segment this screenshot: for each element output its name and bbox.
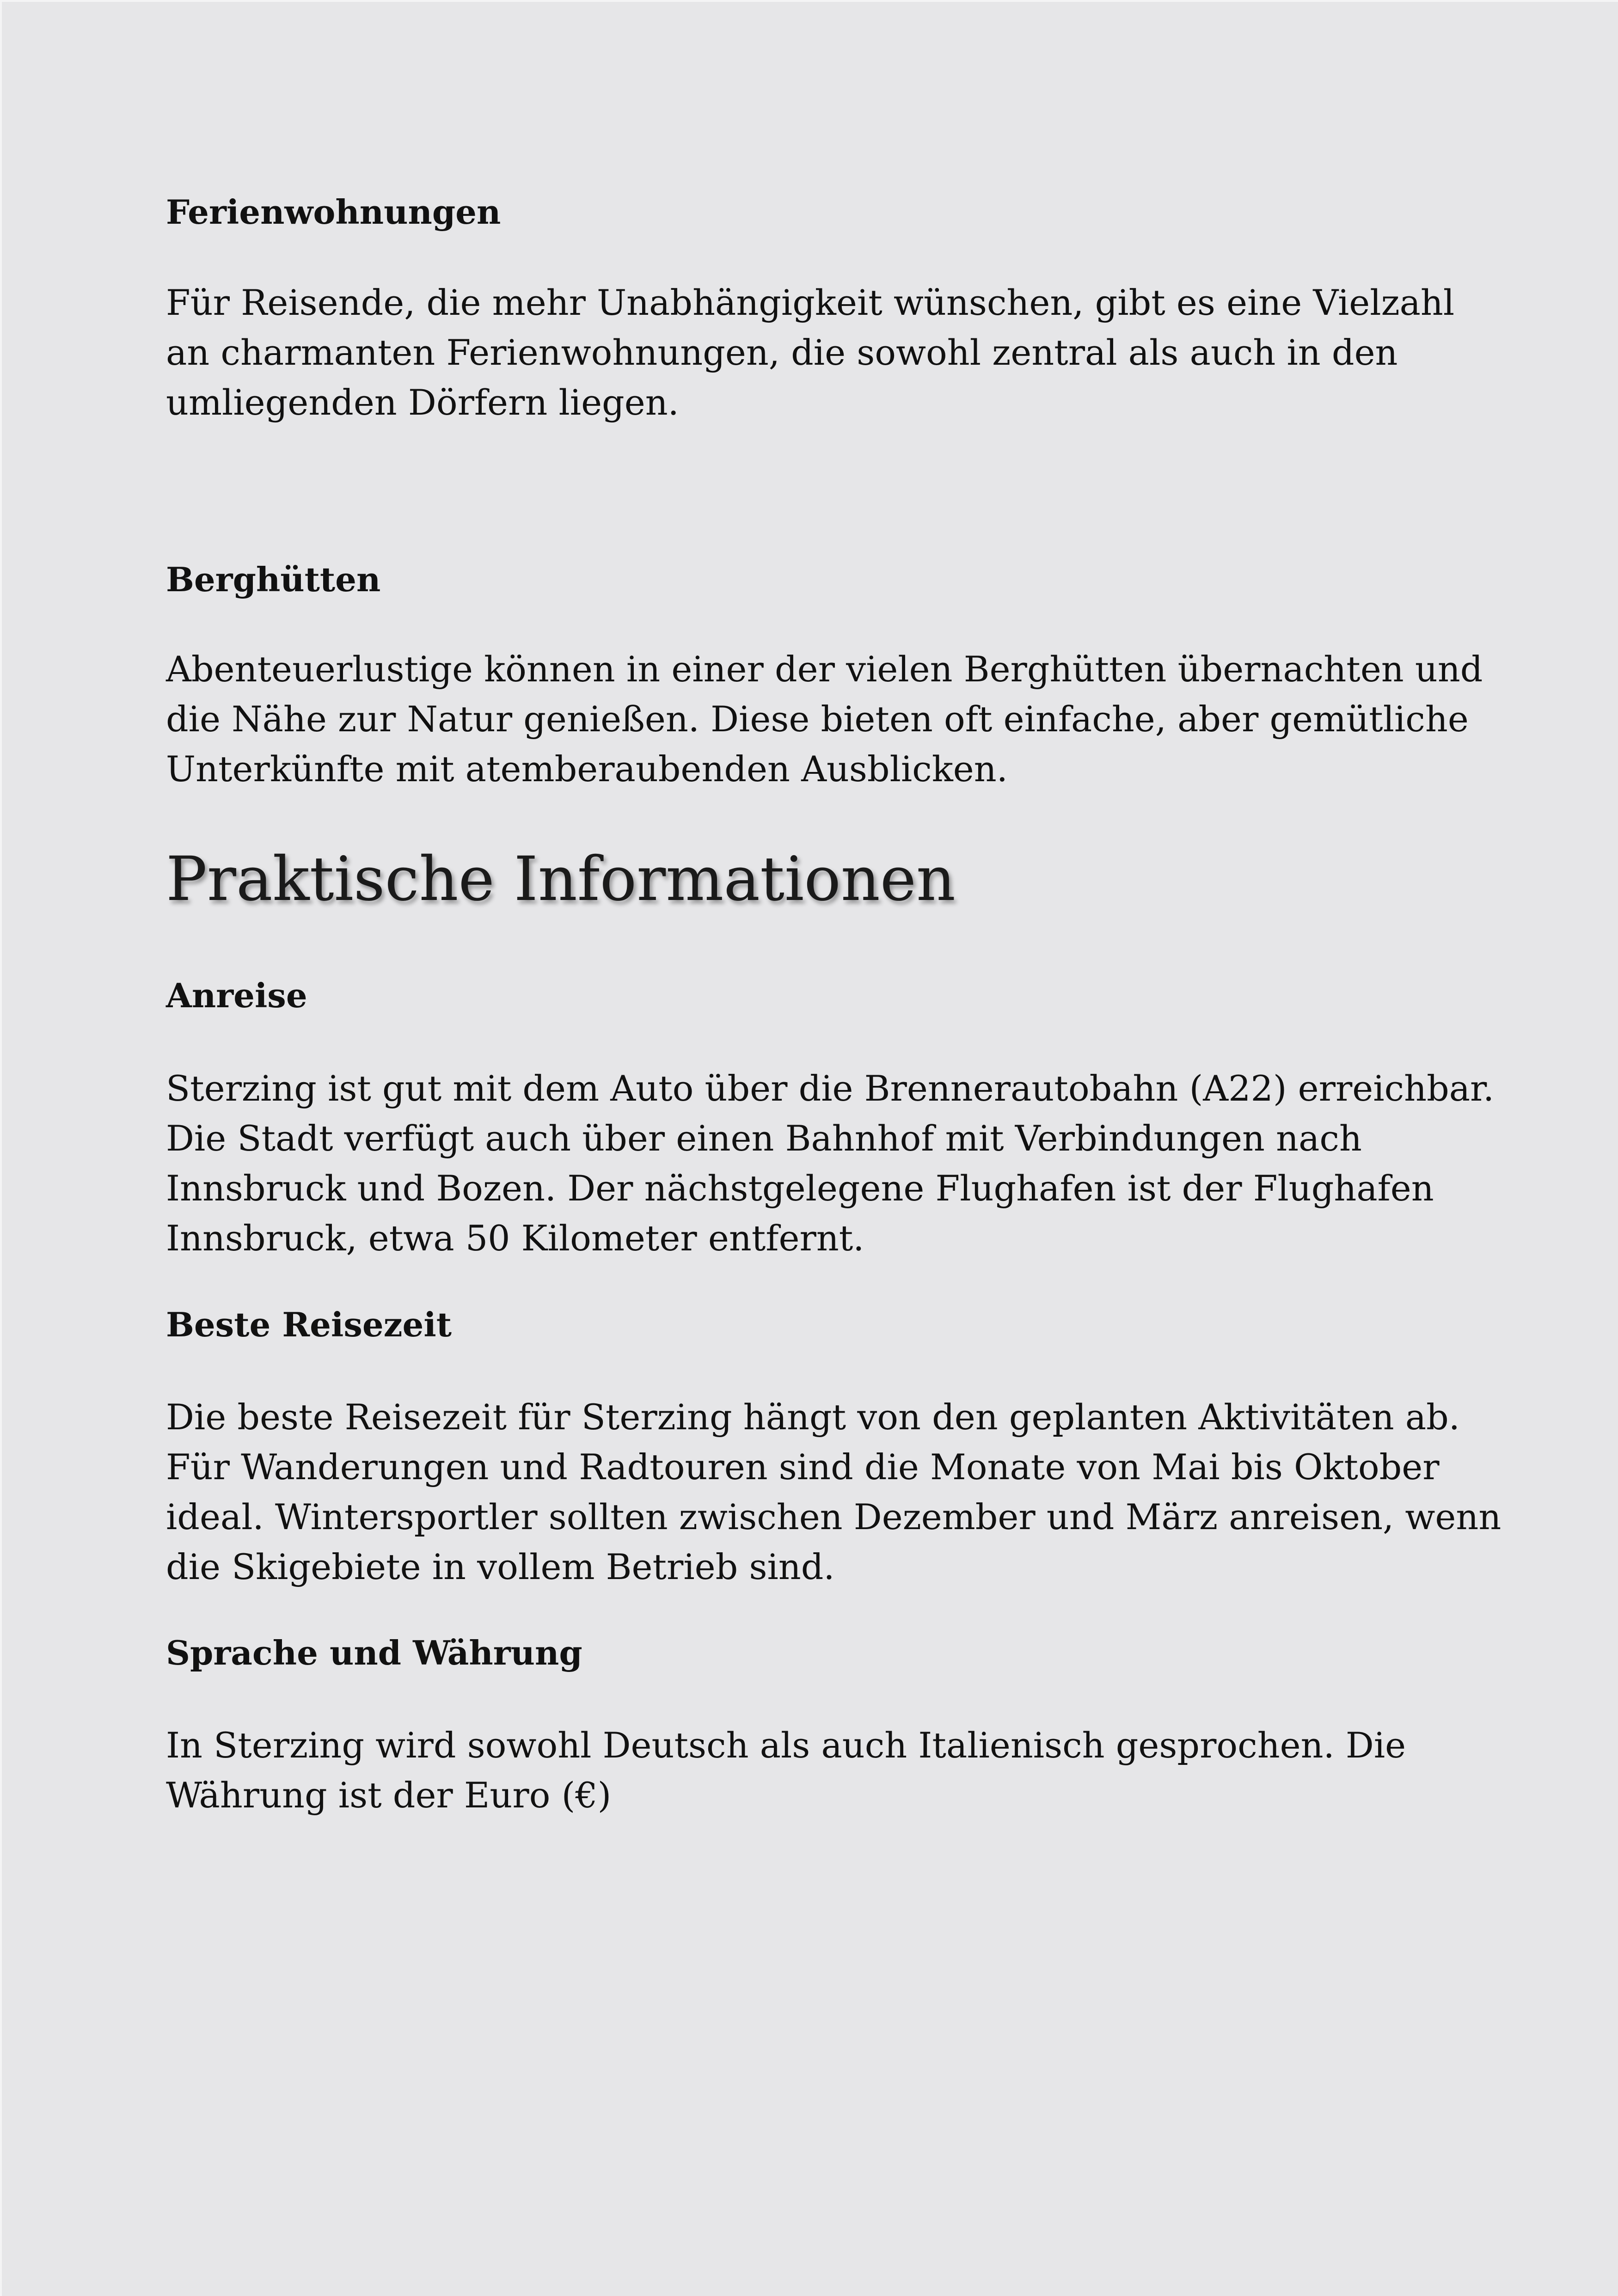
paragraph-beste-reisezeit: [166, 1392, 1501, 1592]
text-line: Abenteuerlustige können in einer der vielen Berghütten übernachten und: [166, 649, 1483, 690]
text-line: ideal. Wintersportler sollten zwischen Dezember und März anreisen, wenn: [166, 1496, 1502, 1537]
text-line: Währung ist der Euro (€): [166, 1775, 612, 1816]
heading-anreise: Anreise: [166, 976, 307, 1015]
heading-beste-reisezeit: Beste Reisezeit: [166, 1305, 452, 1344]
paragraph-berghuetten: [166, 644, 1483, 794]
heading-sprache-und-waehrung: Sprache und Währung: [166, 1633, 582, 1672]
text-line: Sterzing ist gut mit dem Auto über die Brennerautobahn (A22) erreichbar.: [166, 1068, 1495, 1109]
text-line: In Sterzing wird sowohl Deutsch als auch Italienisch gesprochen. Die: [166, 1725, 1406, 1766]
text-line: die Nähe zur Natur genießen. Diese bieten oft einfache, aber gemütliche: [166, 698, 1469, 740]
text-line: Für Wanderungen und Radtouren sind die Monate von Mai bis Oktober: [166, 1446, 1440, 1488]
text-line: die Skigebiete in vollem Betrieb sind.: [166, 1546, 835, 1587]
text-line: Innsbruck und Bozen. Der nächstgelegene Flughafen ist der Flughafen: [166, 1168, 1434, 1209]
paragraph-anreise: [166, 1064, 1494, 1263]
text-line: Unterkünfte mit atemberaubenden Ausblicken.: [166, 748, 1008, 790]
text-line: Die Stadt verfügt auch über einen Bahnhof mit Verbindungen nach: [166, 1118, 1362, 1159]
paragraph-ferienwohnungen: [166, 278, 1454, 428]
text-line: Innsbruck, etwa 50 Kilometer entfernt.: [166, 1218, 864, 1259]
paragraph-sprache-und-waehrung: [166, 1720, 1406, 1820]
heading-berghuetten: Berghütten: [166, 560, 381, 599]
heading-ferienwohnungen: Ferienwohnungen: [166, 192, 501, 232]
section-title-praktische-informationen: Praktische Informationen: [166, 844, 956, 915]
text-line: an charmanten Ferienwohnungen, die sowohl zentral als auch in den: [166, 332, 1398, 373]
text-line: Die beste Reisezeit für Sterzing hängt von den geplanten Aktivitäten ab.: [166, 1396, 1460, 1438]
text-line: umliegenden Dörfern liegen.: [166, 382, 679, 423]
text-line: Für Reisende, die mehr Unabhängigkeit wünschen, gibt es eine Vielzahl: [166, 282, 1455, 323]
